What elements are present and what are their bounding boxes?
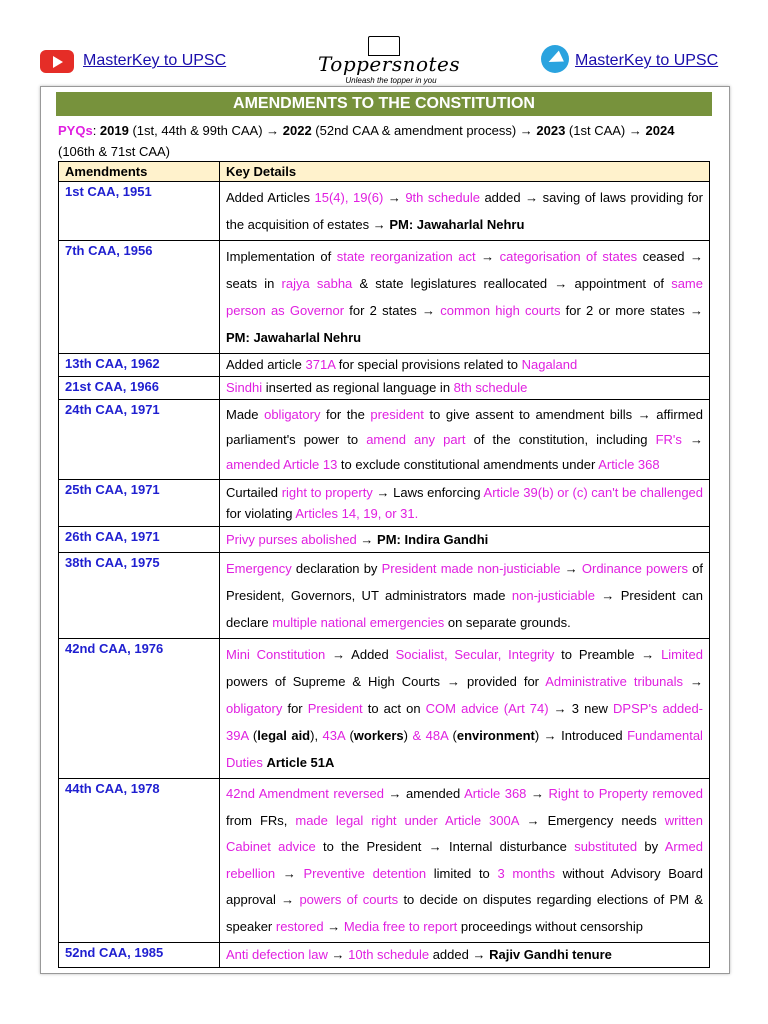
detail-highlight: common high courts	[440, 303, 561, 318]
detail-highlight: 15(4), 19(6)	[314, 190, 384, 205]
detail-highlight: Preventive detention	[303, 865, 427, 881]
detail-text: →	[560, 561, 582, 576]
detail-text: added →	[429, 947, 490, 962]
detail-text: for 2 states →	[344, 303, 441, 318]
detail-highlight: FR's	[655, 432, 682, 447]
detail-bold: Article 51A	[266, 755, 335, 770]
logo-name: Toppersnotes	[318, 52, 461, 76]
table-row	[59, 527, 710, 553]
logo-tagline: Unleash the topper in you	[345, 76, 437, 85]
detail-text: →	[526, 786, 549, 801]
detail-text: to act on	[362, 701, 426, 716]
detail-text: for 2 or more states →	[560, 303, 703, 318]
detail-text: to give assent to amendment bills → affirmed parliament's power to	[226, 407, 704, 447]
detail-highlight: written Cabinet advice	[226, 812, 703, 854]
toppersnotes-logo	[318, 34, 461, 86]
amendment-name: 44th CAA, 1978	[59, 779, 220, 943]
detail-highlight: Armed rebellion	[226, 839, 703, 881]
detail-text: (	[248, 728, 258, 743]
detail-text: to the President → Internal disturbance	[315, 839, 575, 854]
pyq-year: 2022	[282, 123, 312, 138]
key-details	[220, 354, 710, 377]
key-details	[220, 400, 710, 480]
detail-text: Added Articles	[226, 190, 315, 205]
pyq-line	[58, 120, 714, 162]
detail-bold: PM: Jawaharlal Nehru	[226, 330, 362, 345]
key-details	[220, 241, 710, 354]
table-row	[59, 480, 710, 527]
detail-bold: environment	[456, 728, 535, 743]
amendment-name: 26th CAA, 1971	[59, 527, 220, 553]
youtube-icon[interactable]	[40, 50, 74, 73]
detail-text: → President can declare	[226, 588, 703, 630]
key-details	[220, 377, 710, 400]
detail-highlight: made legal right under Article 300A	[295, 812, 519, 828]
amendment-name: 52nd CAA, 1985	[59, 943, 220, 968]
detail-highlight: Article 39(b) or (c) can't be challenged	[483, 485, 704, 500]
detail-text: ceased → seats in	[226, 249, 703, 291]
pyq-label: PYQs	[58, 123, 93, 138]
detail-highlight: Fundamental Duties	[226, 728, 703, 770]
detail-text: for violating	[226, 506, 296, 521]
table-row	[59, 241, 710, 354]
detail-text: →	[475, 249, 500, 264]
pyq-year: 2024	[645, 123, 675, 138]
detail-highlight: multiple national emergencies	[272, 615, 445, 630]
detail-text: to decide on disputes regarding elections of PM & speaker	[226, 892, 703, 934]
detail-highlight: right to property	[281, 485, 373, 500]
table-row	[59, 400, 710, 480]
detail-text: →	[356, 532, 378, 547]
detail-text: (	[344, 728, 354, 743]
table-row	[59, 553, 710, 639]
detail-highlight: 9th schedule	[405, 190, 480, 205]
detail-highlight: Emergency	[226, 561, 292, 576]
detail-highlight: Ordinance powers	[581, 561, 688, 576]
detail-highlight: Anti defection law	[226, 947, 328, 962]
detail-text: proceedings without censorship	[457, 918, 643, 934]
amendment-name: 42nd CAA, 1976	[59, 639, 220, 779]
detail-text: →	[683, 674, 703, 689]
detail-text: →	[327, 947, 349, 962]
detail-highlight: 8th schedule	[453, 380, 528, 395]
detail-highlight: state reorganization act	[336, 249, 476, 264]
detail-text: → 3 new	[548, 701, 614, 716]
detail-highlight: & 48A	[412, 728, 449, 743]
column-header-amendments: Amendments	[59, 162, 220, 182]
telegram-channel-link[interactable]: MasterKey to UPSC	[575, 52, 719, 69]
amendment-name: 13th CAA, 1962	[59, 354, 220, 377]
pyq-text: (1st, 44th & 99th CAA) →	[128, 123, 283, 138]
detail-text: → Added	[325, 647, 396, 662]
detail-text: by	[637, 839, 665, 854]
detail-text: for	[282, 701, 308, 716]
detail-bold: PM: Indira Gandhi	[377, 532, 489, 547]
table-row	[59, 354, 710, 377]
detail-text: → Emergency needs	[518, 812, 665, 828]
pyq-year: 2023	[536, 123, 566, 138]
detail-highlight: 10th schedule	[348, 947, 430, 962]
detail-highlight: Administrative tribunals	[545, 674, 684, 689]
amendment-name: 7th CAA, 1956	[59, 241, 220, 354]
pyq-text: (1st CAA) →	[565, 123, 646, 138]
detail-highlight: Right to Property removed	[548, 786, 704, 801]
detail-text: of President, Governors, UT administrators made	[226, 561, 703, 603]
detail-highlight: DPSP's added- 39A	[226, 701, 703, 743]
pyq-text: (52nd CAA & amendment process) →	[311, 123, 537, 138]
detail-text: of the constitution, including	[465, 432, 656, 447]
amendment-name: 25th CAA, 1971	[59, 480, 220, 527]
detail-highlight: non-justiciable	[511, 588, 596, 603]
key-details	[220, 639, 710, 779]
page-header	[0, 0, 768, 88]
detail-highlight: 371A	[305, 357, 336, 372]
detail-text: powers of Supreme & High Courts → provided for	[226, 674, 546, 689]
detail-text: Implementation of	[226, 249, 337, 264]
detail-text: declaration by	[291, 561, 382, 576]
table-row	[59, 377, 710, 400]
key-details	[220, 182, 710, 241]
detail-highlight: Sindhi	[226, 380, 263, 395]
key-details	[220, 779, 710, 943]
detail-highlight: obligatory	[264, 407, 321, 422]
detail-text: for special provisions related to	[335, 357, 522, 372]
detail-text: Made	[226, 407, 265, 422]
detail-highlight: 43A	[322, 728, 345, 743]
detail-highlight: 3 months	[497, 865, 555, 881]
detail-text: for the	[320, 407, 371, 422]
table-row	[59, 943, 710, 968]
detail-text: to exclude constitutional amendments under	[337, 457, 599, 472]
column-header-key-details: Key Details	[220, 162, 710, 182]
table-header-row	[59, 162, 710, 182]
detail-highlight: restored	[275, 918, 324, 934]
detail-highlight: rajya sabha	[281, 276, 353, 291]
detail-bold: Rajiv Gandhi tenure	[489, 947, 612, 962]
detail-highlight: President made non-justiciable	[381, 561, 561, 576]
detail-highlight: obligatory	[226, 701, 283, 716]
detail-text: →	[275, 865, 304, 881]
amendments-table	[58, 161, 710, 968]
detail-text: inserted as regional language in	[262, 380, 454, 395]
detail-text: without Advisory Board approval →	[226, 865, 703, 907]
detail-highlight: Articles 14, 19, or 31.	[295, 506, 419, 521]
amendment-name: 24th CAA, 1971	[59, 400, 220, 480]
telegram-icon[interactable]	[541, 45, 569, 73]
pyq-text: (106th & 71st CAA)	[58, 144, 170, 159]
detail-highlight: categorisation of states	[499, 249, 638, 264]
pyq-text: :	[92, 123, 100, 138]
amendment-name: 1st CAA, 1951	[59, 182, 220, 241]
detail-text: limited to	[426, 865, 498, 881]
key-details	[220, 480, 710, 527]
detail-highlight: Privy purses abolished	[226, 532, 357, 547]
detail-text: added → saving of laws providing for the acquisition of estates →	[226, 190, 703, 232]
detail-text: ),	[310, 728, 323, 743]
detail-highlight: powers of courts	[299, 892, 399, 907]
detail-text: on separate grounds.	[444, 615, 571, 630]
detail-highlight: Media free to report	[343, 918, 458, 934]
detail-text: Added article	[226, 357, 306, 372]
key-details	[220, 943, 710, 968]
table-row	[59, 779, 710, 943]
detail-text: →	[681, 432, 703, 447]
detail-highlight: Limited	[661, 647, 703, 662]
page-title: AMENDMENTS TO THE CONSTITUTION	[56, 92, 712, 116]
detail-highlight: President	[307, 701, 363, 716]
detail-highlight: Article 368	[464, 786, 527, 801]
key-details	[220, 527, 710, 553]
pyq-year: 2019	[99, 123, 129, 138]
amendment-name: 38th CAA, 1975	[59, 553, 220, 639]
detail-highlight: Mini Constitution	[226, 647, 326, 662]
detail-highlight: Article 368	[598, 457, 660, 472]
detail-highlight: substituted	[574, 839, 638, 854]
detail-highlight: same person as Governor	[226, 276, 703, 318]
detail-bold: legal aid	[257, 728, 311, 743]
detail-highlight: amend any part	[366, 432, 466, 447]
detail-text: )	[403, 728, 413, 743]
detail-bold: PM: Jawaharlal Nehru	[389, 217, 525, 232]
detail-highlight: president	[370, 407, 424, 422]
detail-highlight: 42nd Amendment reversed	[226, 786, 384, 801]
key-details	[220, 553, 710, 639]
table-row	[59, 182, 710, 241]
detail-text: & state legislatures reallocated → appointment of	[352, 276, 672, 291]
detail-text: (	[448, 728, 457, 743]
detail-text: →	[383, 190, 406, 205]
detail-text: from FRs,	[226, 812, 296, 828]
detail-text: Curtailed	[226, 485, 282, 500]
detail-highlight: amended Article 13	[226, 457, 338, 472]
detail-text: → Laws enforcing	[372, 485, 484, 500]
table-row	[59, 639, 710, 779]
detail-text: →	[323, 918, 344, 934]
detail-highlight: Socialist, Secular, Integrity	[395, 647, 555, 662]
detail-text: to Preamble →	[554, 647, 662, 662]
detail-text: → amended	[383, 786, 465, 801]
detail-highlight: COM advice (Art 74)	[425, 701, 549, 716]
detail-bold: workers	[353, 728, 404, 743]
detail-highlight: Nagaland	[521, 357, 578, 372]
detail-text: ) → Introduced	[534, 728, 628, 743]
youtube-channel-link[interactable]: MasterKey to UPSC	[83, 52, 227, 69]
amendment-name: 21st CAA, 1966	[59, 377, 220, 400]
